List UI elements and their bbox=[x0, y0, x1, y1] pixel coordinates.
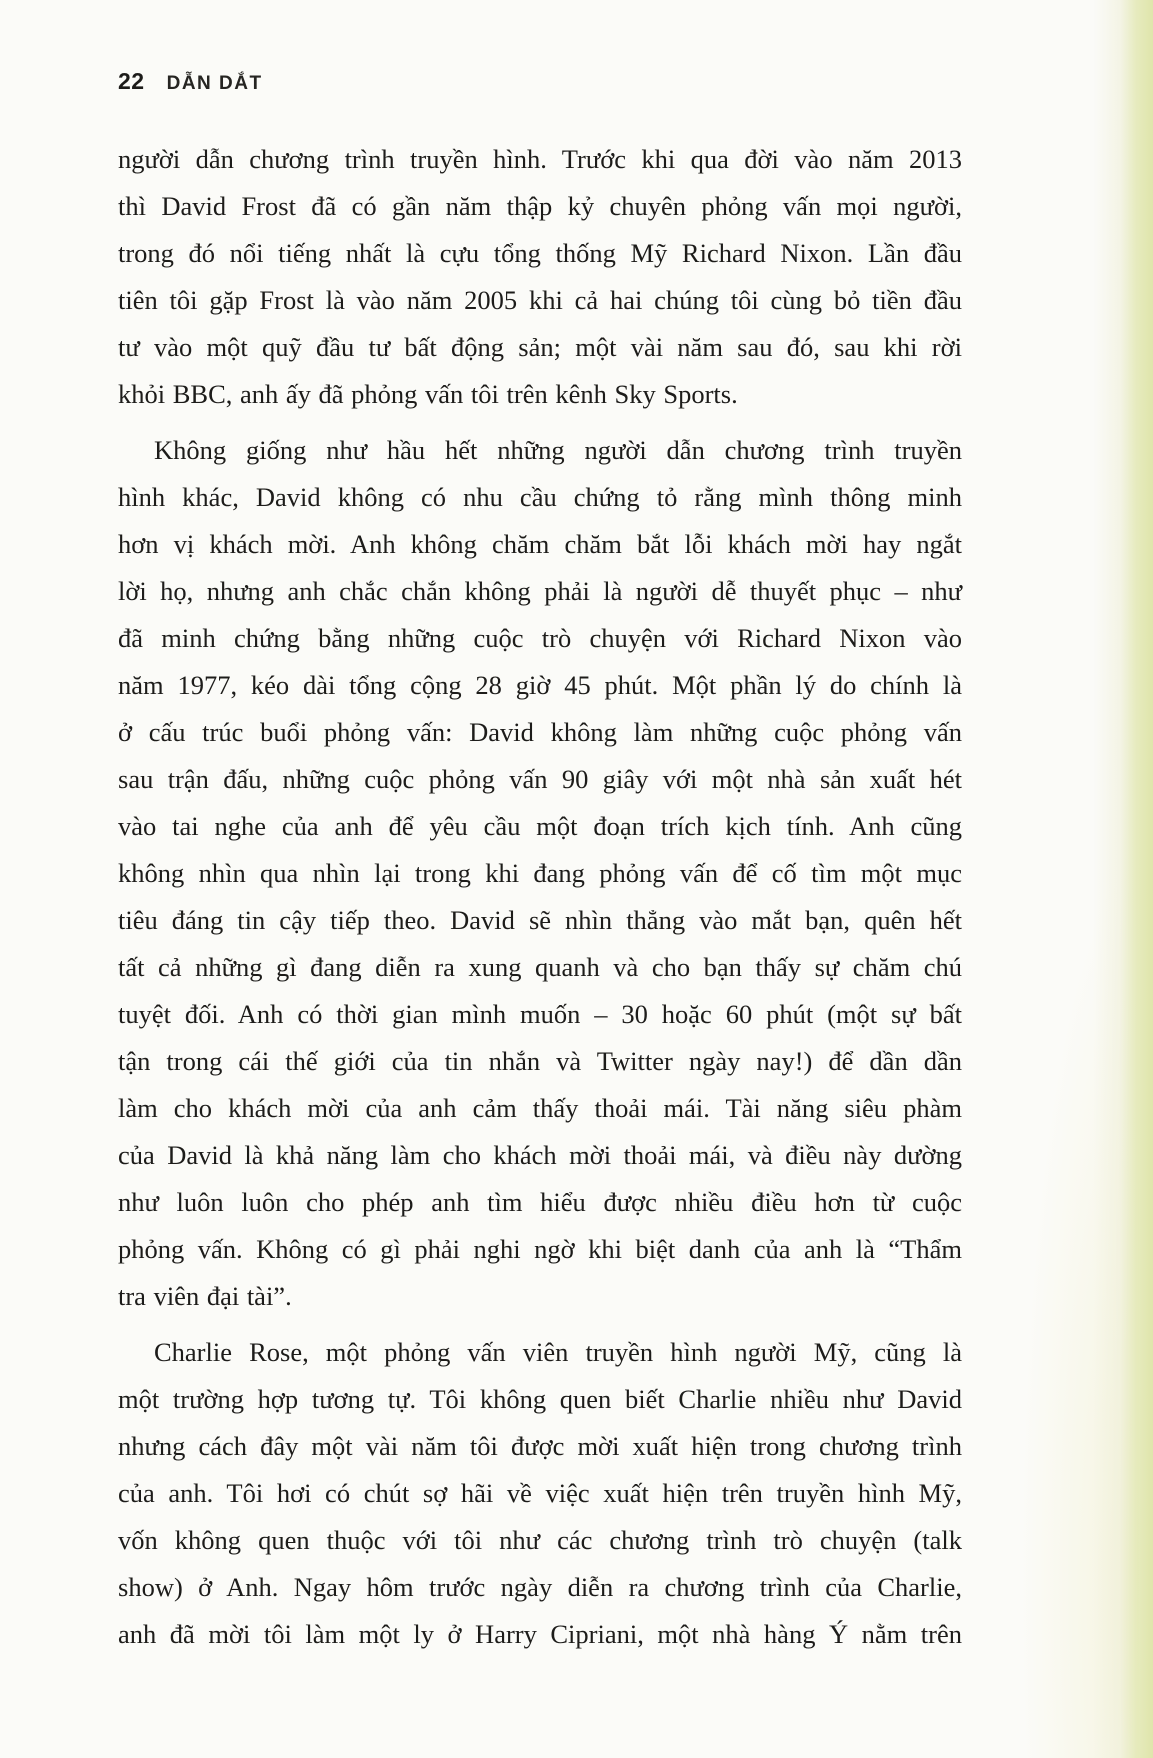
text-line: tiên tôi gặp Frost là vào năm 2005 khi cả hai chúng tôi cùng bỏ tiền đầu bbox=[118, 285, 962, 315]
running-head: DẪN DẮT bbox=[166, 73, 263, 94]
page-edge-shadow bbox=[1093, 0, 1153, 1758]
paragraph bbox=[118, 136, 962, 418]
text-line: tận trong cái thế giới của tin nhắn và Twitter ngày nay!) để dần dần bbox=[118, 1046, 962, 1076]
text-line: hình khác, David không có nhu cầu chứng tỏ rằng mình thông minh bbox=[118, 482, 962, 512]
paragraph bbox=[118, 1329, 962, 1658]
text-line: thì David Frost đã có gần năm thập kỷ chuyên phỏng vấn mọi người, bbox=[118, 191, 962, 221]
text-line: tư vào một quỹ đầu tư bất động sản; một vài năm sau đó, sau khi rời bbox=[118, 332, 962, 362]
text-line: tất cả những gì đang diễn ra xung quanh và cho bạn thấy sự chăm chú bbox=[118, 952, 962, 982]
text-line: vốn không quen thuộc với tôi như các chương trình trò chuyện (talk bbox=[118, 1525, 962, 1555]
text-line: đã minh chứng bằng những cuộc trò chuyện với Richard Nixon vào bbox=[118, 623, 962, 653]
text-line: tra viên đại tài”. bbox=[118, 1281, 292, 1311]
text-line: ở cấu trúc buổi phỏng vấn: David không làm những cuộc phỏng vấn bbox=[118, 717, 962, 747]
text-line: năm 1977, kéo dài tổng cộng 28 giờ 45 phút. Một phần lý do chính là bbox=[118, 670, 962, 700]
text-line: người dẫn chương trình truyền hình. Trước khi qua đời vào năm 2013 bbox=[118, 144, 962, 174]
page-edge-glow bbox=[1019, 858, 1139, 1758]
body-text bbox=[118, 136, 962, 1658]
text-line: tuyệt đối. Anh có thời gian mình muốn – 30 hoặc 60 phút (một sự bất bbox=[118, 999, 962, 1029]
page-number: 22 bbox=[118, 68, 145, 94]
text-line: hơn vị khách mời. Anh không chăm chăm bắt lỗi khách mời hay ngắt bbox=[118, 529, 962, 559]
text-line: trong đó nổi tiếng nhất là cựu tổng thống Mỹ Richard Nixon. Lần đầu bbox=[118, 238, 962, 268]
text-line: không nhìn qua nhìn lại trong khi đang phỏng vấn để cố tìm một mục bbox=[118, 858, 962, 888]
text-line: sau trận đấu, những cuộc phỏng vấn 90 giây với một nhà sản xuất hét bbox=[118, 764, 962, 794]
text-line: Charlie Rose, một phỏng vấn viên truyền hình người Mỹ, cũng là bbox=[154, 1337, 962, 1367]
text-line: nhưng cách đây một vài năm tôi được mời xuất hiện trong chương trình bbox=[118, 1431, 962, 1461]
text-line: làm cho khách mời của anh cảm thấy thoải mái. Tài năng siêu phàm bbox=[118, 1093, 962, 1123]
text-line: tiêu đáng tin cậy tiếp theo. David sẽ nhìn thẳng vào mắt bạn, quên hết bbox=[118, 905, 962, 935]
text-line: lời họ, nhưng anh chắc chắn không phải là người dễ thuyết phục – như bbox=[118, 576, 962, 606]
paragraph bbox=[118, 427, 962, 1320]
text-line: của David là khả năng làm cho khách mời thoải mái, và điều này dường bbox=[118, 1140, 962, 1170]
text-line: một trường hợp tương tự. Tôi không quen biết Charlie nhiều như David bbox=[118, 1384, 962, 1414]
text-line: phỏng vấn. Không có gì phải nghi ngờ khi biệt danh của anh là “Thẩm bbox=[118, 1234, 962, 1264]
text-line: anh đã mời tôi làm một ly ở Harry Cipriani, một nhà hàng Ý nằm trên bbox=[118, 1619, 962, 1649]
text-line: như luôn luôn cho phép anh tìm hiểu được nhiều điều hơn từ cuộc bbox=[118, 1187, 962, 1217]
text-line: Không giống như hầu hết những người dẫn chương trình truyền bbox=[154, 435, 962, 465]
text-line: khỏi BBC, anh ấy đã phỏng vấn tôi trên kênh Sky Sports. bbox=[118, 379, 738, 409]
text-line: vào tai nghe của anh để yêu cầu một đoạn trích kịch tính. Anh cũng bbox=[118, 811, 962, 841]
text-line: show) ở Anh. Ngay hôm trước ngày diễn ra chương trình của Charlie, bbox=[118, 1572, 962, 1602]
text-line: của anh. Tôi hơi có chút sợ hãi về việc xuất hiện trên truyền hình Mỹ, bbox=[118, 1478, 962, 1508]
page-header bbox=[118, 68, 263, 95]
